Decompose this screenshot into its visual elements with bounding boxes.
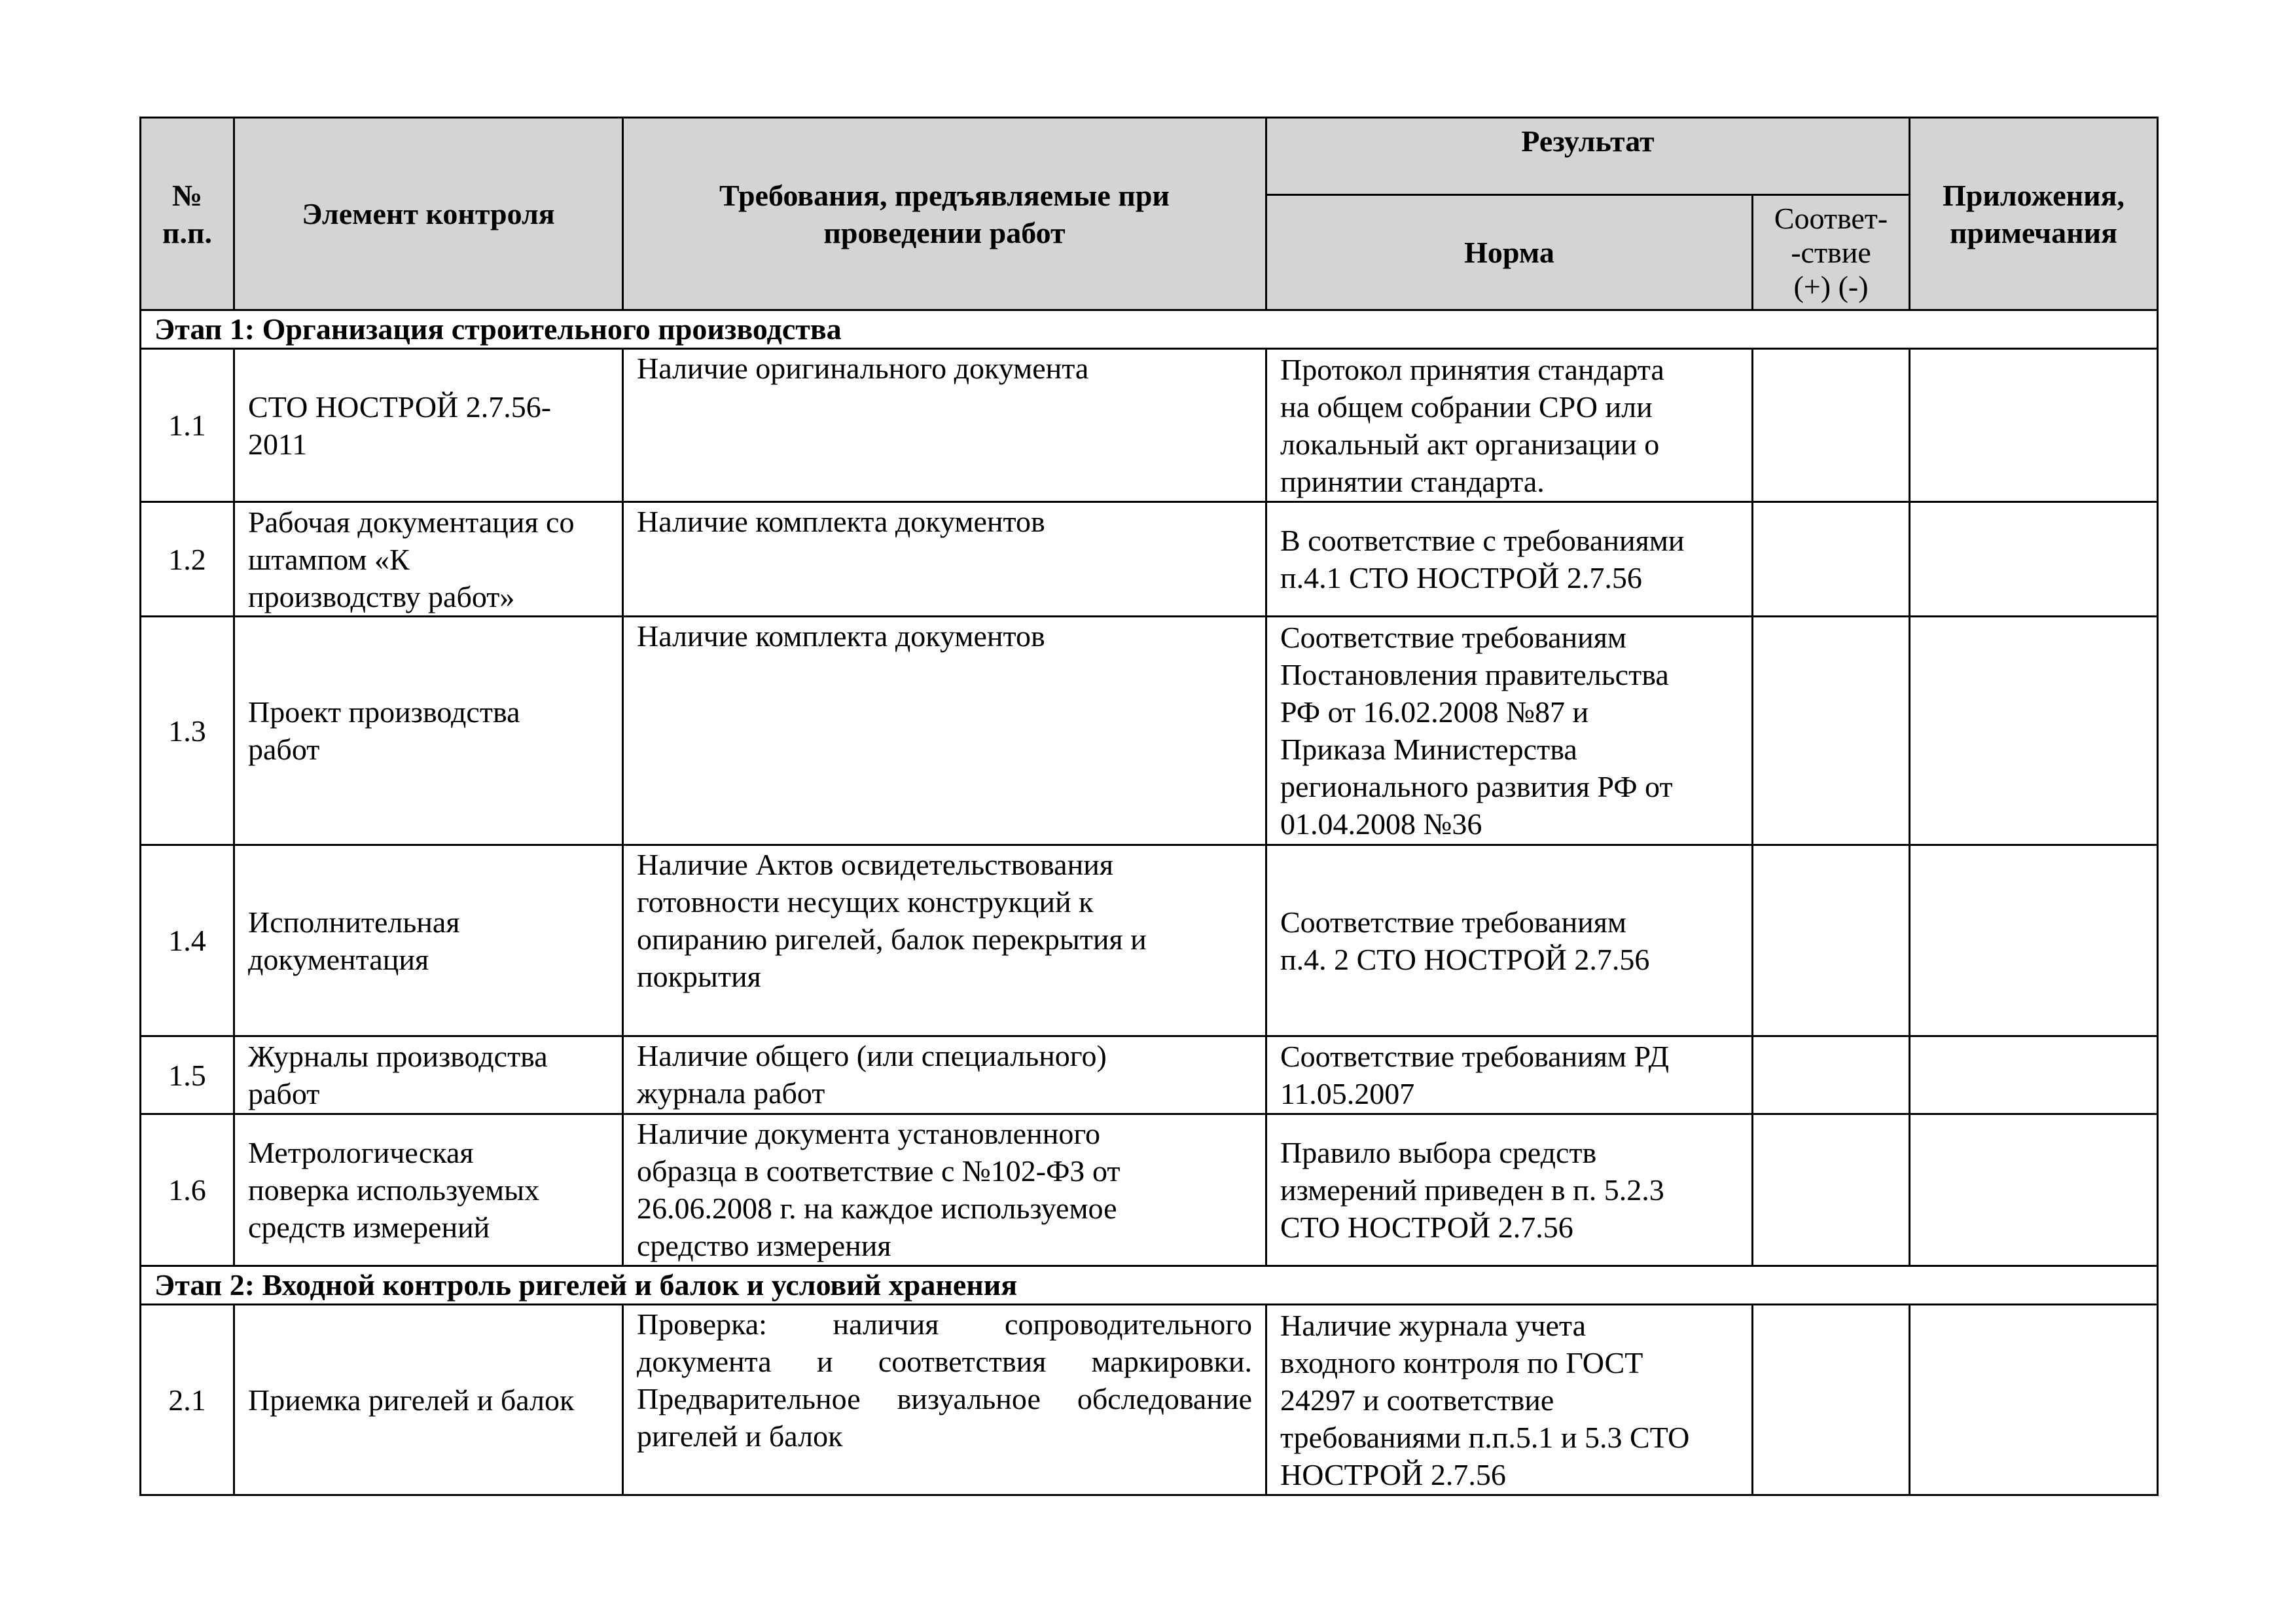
row-conformity — [1753, 845, 1910, 1036]
row-appendix — [1910, 502, 2158, 617]
row-appendix — [1910, 1305, 2158, 1495]
row-appendix — [1910, 1036, 2158, 1114]
row-appendix — [1910, 349, 2158, 502]
table-row — [141, 502, 2158, 617]
row-conformity — [1753, 349, 1910, 502]
row-norm: В соответствие с требованиями п.4.1 СТО НОСТРОЙ 2.7.56 — [1266, 502, 1753, 617]
row-conformity — [1753, 502, 1910, 617]
header-element: Элемент контроля — [234, 118, 623, 310]
row-requirement: Наличие оригинального документа — [623, 349, 1266, 502]
header-norm: Норма — [1266, 195, 1753, 310]
row-number: 1.5 — [141, 1036, 234, 1114]
row-requirement: Проверка: наличия сопроводительного документа и соответствия маркировки. Предварительное визуальное обследование ригелей и балок — [623, 1305, 1266, 1495]
row-number: 1.4 — [141, 845, 234, 1036]
row-element: Исполнительная документация — [234, 845, 623, 1036]
row-norm: Соответствие требованиям п.4. 2 СТО НОСТРОЙ 2.7.56 — [1266, 845, 1753, 1036]
row-requirement: Наличие документа установленного образца в соответствие с №102-ФЗ от 26.06.2008 г. на каждое используемое средство измерения — [623, 1114, 1266, 1266]
row-requirement: Наличие комплекта документов — [623, 617, 1266, 845]
row-element: Журналы производства работ — [234, 1036, 623, 1114]
row-norm: Соответствие требованиям РД 11.05.2007 — [1266, 1036, 1753, 1114]
stage-title: Этап 1: Организация строительного производства — [141, 310, 2158, 349]
row-norm: Протокол принятия стандарта на общем собрании СРО или локальный акт организации о принятии стандарта. — [1266, 349, 1753, 502]
row-element: Рабочая документация со штампом «К производству работ» — [234, 502, 623, 617]
row-requirement: Наличие комплекта документов — [623, 502, 1266, 617]
table-row — [141, 349, 2158, 502]
row-appendix — [1910, 1114, 2158, 1266]
row-norm: Соответствие требованиям Постановления правительства РФ от 16.02.2008 №87 и Приказа Министерства регионального развития РФ от 01.04.2008 №36 — [1266, 617, 1753, 845]
header-conformity: Соответ- -ствие (+) (-) — [1753, 195, 1910, 310]
stage-title: Этап 2: Входной контроль ригелей и балок и условий хранения — [141, 1266, 2158, 1305]
row-norm: Правило выбора средств измерений приведен в п. 5.2.3 СТО НОСТРОЙ 2.7.56 — [1266, 1114, 1753, 1266]
row-requirement: Наличие Актов освидетельствования готовности несущих конструкций к опиранию ригелей, балок перекрытия и покрытия — [623, 845, 1266, 1036]
header-requirements: Требования, предъявляемые при проведении работ — [623, 118, 1266, 310]
row-element: Приемка ригелей и балок — [234, 1305, 623, 1495]
table-row — [141, 845, 2158, 1036]
control-table — [139, 117, 2159, 1496]
header-appendix: Приложения, примечания — [1910, 118, 2158, 310]
row-conformity — [1753, 1305, 1910, 1495]
row-element: Метрологическая поверка используемых средств измерений — [234, 1114, 623, 1266]
row-conformity — [1753, 1036, 1910, 1114]
row-norm: Наличие журнала учета входного контроля по ГОСТ 24297 и соответствие требованиями п.п.5.1 и 5.3 СТО НОСТРОЙ 2.7.56 — [1266, 1305, 1753, 1495]
table-row — [141, 617, 2158, 845]
row-conformity — [1753, 617, 1910, 845]
table-row — [141, 1036, 2158, 1114]
row-appendix — [1910, 845, 2158, 1036]
row-requirement: Наличие общего (или специального) журнала работ — [623, 1036, 1266, 1114]
row-appendix — [1910, 617, 2158, 845]
header-num: № п.п. — [141, 118, 234, 310]
row-number: 1.3 — [141, 617, 234, 845]
table-row — [141, 1114, 2158, 1266]
row-element: Проект производства работ — [234, 617, 623, 845]
row-number: 1.1 — [141, 349, 234, 502]
row-number: 2.1 — [141, 1305, 234, 1495]
row-number: 1.6 — [141, 1114, 234, 1266]
header-result: Результат — [1266, 118, 1910, 195]
row-conformity — [1753, 1114, 1910, 1266]
row-number: 1.2 — [141, 502, 234, 617]
table-row — [141, 1305, 2158, 1495]
row-element: СТО НОСТРОЙ 2.7.56- 2011 — [234, 349, 623, 502]
